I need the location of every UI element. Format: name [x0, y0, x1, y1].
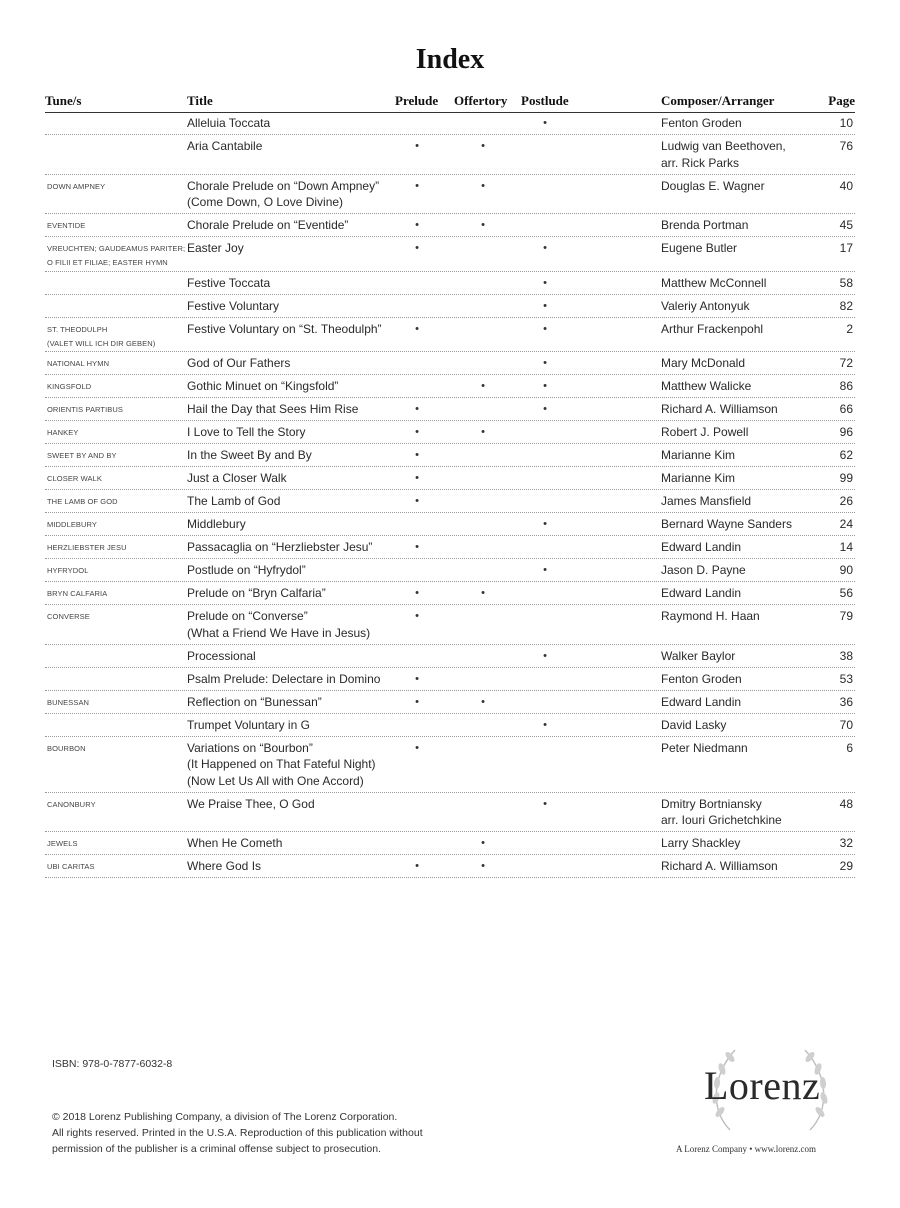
composer-name-line: Jason D. Payne	[661, 563, 746, 577]
piece-title	[187, 740, 447, 790]
page-number: 96	[839, 425, 853, 439]
composer-name-line: arr. Iouri Grichetchkine	[661, 813, 782, 827]
composer-name	[661, 240, 821, 257]
header-composer: Composer/Arranger	[661, 93, 775, 108]
piece-title-line: Reflection on “Bunessan”	[187, 694, 322, 709]
tune-name-line: VREUCHTEN; GAUDEAMUS PARITER;	[47, 244, 186, 253]
piece-title	[187, 401, 447, 418]
piece-title	[187, 298, 447, 315]
page-number: 14	[839, 540, 853, 554]
composer-name	[661, 424, 821, 441]
tune-name	[47, 564, 182, 578]
offertory-mark: •	[481, 380, 485, 392]
lorenz-logo	[690, 1040, 850, 1140]
prelude-mark: •	[415, 140, 419, 152]
piece-title	[187, 539, 447, 556]
table-row	[45, 295, 855, 318]
page-number: 66	[839, 402, 853, 416]
copyright-line: All rights reserved. Printed in the U.S.A. Reproduction of this publication without	[52, 1127, 423, 1139]
offertory-mark: •	[481, 587, 485, 599]
piece-title-line: Prelude on “Converse”	[187, 609, 308, 623]
composer-name-line: Valeriy Antonyuk	[661, 298, 750, 313]
prelude-mark: •	[415, 860, 419, 872]
page-number: 36	[839, 694, 853, 709]
piece-title	[187, 858, 447, 875]
composer-name-line: James Mansfield	[661, 494, 752, 508]
composer-name-line: arr. Rick Parks	[661, 155, 740, 170]
tune-name-line: NATIONAL HYMN	[47, 359, 110, 368]
piece-title	[187, 516, 447, 533]
piece-title-line: Hail the Day that Sees Him Rise	[187, 402, 359, 416]
tune-name	[47, 449, 182, 463]
composer-name-line: Bernard Wayne Sanders	[661, 517, 792, 531]
piece-title-line: Passacaglia on “Herzliebster Jesu”	[187, 540, 373, 554]
table-row	[45, 737, 855, 793]
table-row	[45, 318, 855, 353]
offertory-mark: •	[481, 860, 485, 872]
page-number: 99	[839, 471, 853, 485]
table-row	[45, 421, 855, 444]
piece-title-line: Processional	[187, 648, 256, 663]
composer-name-line: Eugene Butler	[661, 241, 738, 255]
piece-title-line: (Come Down, O Love Divine)	[187, 195, 344, 209]
piece-title-line: Aria Cantabile	[187, 139, 263, 153]
piece-title-line: Chorale Prelude on “Down Ampney”	[187, 178, 380, 193]
page-number: 58	[839, 275, 853, 290]
composer-name	[661, 740, 821, 757]
composer-name-line: Larry Shackley	[661, 836, 741, 850]
piece-title-line: Easter Joy	[187, 241, 244, 255]
postlude-mark: •	[543, 299, 547, 312]
composer-name-line: Arthur Frackenpohl	[661, 321, 764, 336]
composer-name	[661, 178, 821, 195]
piece-title-line: Festive Toccata	[187, 275, 271, 290]
tune-name	[47, 180, 182, 194]
piece-title	[187, 671, 447, 688]
page-number: 56	[839, 586, 853, 600]
tune-name-line: KINGSFOLD	[47, 382, 92, 391]
composer-name	[661, 585, 821, 602]
piece-title-line: We Praise Thee, O God	[187, 796, 315, 811]
prelude-mark: •	[415, 403, 419, 415]
page-number: 26	[839, 494, 853, 508]
piece-title-line: Festive Voluntary on “St. Theodulph”	[187, 321, 382, 336]
page-number: 17	[839, 241, 853, 255]
page-number: 62	[839, 448, 853, 462]
page-number: 45	[839, 218, 853, 232]
composer-name	[661, 608, 821, 625]
tune-name-line: (VALET WILL ICH DIR GEBEN)	[47, 338, 156, 348]
postlude-mark: •	[543, 649, 547, 662]
tune-name-line: HYFRYDOL	[47, 566, 89, 575]
tune-name-line: SWEET BY AND BY	[47, 451, 117, 460]
tune-name-line: BRYN CALFARIA	[47, 589, 108, 598]
piece-title	[187, 608, 447, 641]
composer-name-line: Walker Baylor	[661, 648, 736, 663]
composer-name-line: Brenda Portman	[661, 218, 749, 232]
piece-title	[187, 447, 447, 464]
composer-name-line: Robert J. Powell	[661, 425, 749, 439]
tune-name-line: HANKEY	[47, 428, 79, 437]
prelude-mark: •	[415, 242, 419, 254]
prelude-mark: •	[415, 449, 419, 461]
prelude-mark: •	[415, 179, 419, 192]
composer-name	[661, 217, 821, 234]
piece-title-line: Just a Closer Walk	[187, 471, 287, 485]
piece-title	[187, 178, 447, 211]
postlude-mark: •	[543, 797, 547, 810]
page-number: 40	[839, 178, 853, 193]
page-number: 70	[839, 717, 853, 732]
composer-name-line: David Lasky	[661, 717, 727, 732]
page-number: 32	[839, 836, 853, 850]
composer-name-line: Richard A. Williamson	[661, 859, 778, 873]
piece-title	[187, 275, 447, 292]
piece-title	[187, 217, 447, 234]
piece-title-line: The Lamb of God	[187, 494, 281, 508]
table-row	[45, 714, 855, 737]
offertory-mark: •	[481, 179, 485, 192]
prelude-mark: •	[415, 695, 419, 708]
tune-name	[47, 742, 182, 756]
page-number: 38	[839, 648, 853, 663]
table-row	[45, 214, 855, 237]
composer-name-line: Edward Landin	[661, 540, 742, 554]
offertory-mark: •	[481, 219, 485, 231]
composer-name-line: Ludwig van Beethoven,	[661, 139, 786, 153]
copyright-line: © 2018 Lorenz Publishing Company, a division of The Lorenz Corporation.	[52, 1111, 398, 1123]
logo-wordmark: Lorenz	[704, 1063, 821, 1108]
prelude-mark: •	[415, 472, 419, 484]
piece-title-line: Prelude on “Bryn Calfaria”	[187, 586, 326, 600]
logo-tagline: A Lorenz Company • www.lorenz.com	[676, 1144, 817, 1154]
composer-name	[661, 115, 821, 132]
tune-name-line: ORIENTIS PARTIBUS	[47, 405, 124, 414]
piece-title	[187, 585, 447, 602]
piece-title	[187, 321, 447, 338]
table-row	[45, 135, 855, 175]
prelude-mark: •	[415, 495, 419, 507]
table-row	[45, 112, 855, 135]
table-row	[45, 444, 855, 467]
prelude-mark: •	[415, 672, 419, 685]
composer-name-line: Mary McDonald	[661, 356, 746, 370]
tune-name	[47, 798, 182, 812]
table-row	[45, 832, 855, 855]
tune-name-line: BOURBON	[47, 743, 86, 753]
table-row	[45, 352, 855, 375]
composer-name	[661, 138, 821, 171]
postlude-mark: •	[543, 357, 547, 369]
composer-name-line: Marianne Kim	[661, 448, 736, 462]
tune-name-line: JEWELS	[47, 839, 78, 848]
piece-title	[187, 648, 447, 665]
composer-name	[661, 298, 821, 315]
page-number: 48	[839, 796, 853, 811]
piece-title	[187, 470, 447, 487]
tune-name-line: CONVERSE	[47, 612, 90, 621]
table-row	[45, 582, 855, 605]
tune-name	[47, 426, 182, 440]
piece-title	[187, 378, 447, 395]
table-row	[45, 691, 855, 714]
tune-name-line: BUNESSAN	[47, 697, 90, 707]
tune-name-line: HERZLIEBSTER JESU	[47, 543, 127, 552]
tune-name	[47, 518, 182, 532]
composer-name	[661, 539, 821, 556]
tune-name	[47, 219, 182, 233]
piece-title	[187, 115, 447, 132]
prelude-mark: •	[415, 322, 419, 335]
piece-title-line: Festive Voluntary	[187, 298, 280, 313]
piece-title-line: In the Sweet By and By	[187, 448, 312, 462]
piece-title	[187, 694, 447, 711]
header-page: Page	[828, 93, 855, 108]
piece-title	[187, 240, 447, 257]
composer-name	[661, 858, 821, 875]
composer-name-line: Matthew McConnell	[661, 275, 767, 290]
composer-name-line: Fenton Groden	[661, 671, 742, 686]
postlude-mark: •	[543, 403, 547, 415]
composer-name	[661, 516, 821, 533]
table-row	[45, 467, 855, 490]
page-number: 72	[839, 356, 853, 370]
piece-title	[187, 717, 447, 734]
offertory-mark: •	[481, 140, 485, 152]
piece-title	[187, 835, 447, 852]
composer-name-line: Marianne Kim	[661, 471, 736, 485]
page-number: 2	[846, 321, 853, 336]
composer-name-line: Douglas E. Wagner	[661, 178, 765, 193]
header-postlude: Postlude	[521, 93, 569, 108]
tune-name-line: O FILII ET FILIAE; EASTER HYMN	[47, 258, 168, 267]
composer-name	[661, 717, 821, 734]
postlude-mark: •	[543, 242, 547, 254]
table-row	[45, 536, 855, 559]
prelude-mark: •	[415, 587, 419, 599]
composer-name-line: Fenton Groden	[661, 116, 742, 130]
composer-name	[661, 321, 821, 338]
table-row	[45, 490, 855, 513]
table-row	[45, 793, 855, 833]
offertory-mark: •	[481, 695, 485, 708]
tune-name-line: ST. THEODULPH	[47, 324, 108, 334]
composer-name-line: Peter Niedmann	[661, 740, 748, 755]
index-table	[45, 112, 855, 878]
piece-title-line: When He Cometh	[187, 836, 283, 850]
composer-name	[661, 275, 821, 292]
composer-name-line: Richard A. Williamson	[661, 402, 778, 416]
isbn: ISBN: 978-0-7877-6032-8	[52, 1058, 173, 1070]
piece-title-line: (It Happened on That Fateful Night)	[187, 757, 376, 771]
composer-name	[661, 355, 821, 372]
piece-title-line: Variations on “Bourbon”	[187, 740, 313, 755]
piece-title-line: (Now Let Us All with One Accord)	[187, 773, 364, 788]
piece-title-line: Where God Is	[187, 859, 262, 873]
tune-name	[47, 357, 182, 371]
composer-name	[661, 796, 821, 829]
piece-title-line: I Love to Tell the Story	[187, 425, 306, 439]
composer-name	[661, 447, 821, 464]
tune-name	[47, 495, 182, 509]
piece-title-line: Middlebury	[187, 517, 246, 531]
page-number: 90	[839, 563, 853, 577]
table-row	[45, 605, 855, 645]
tune-name-line: MIDDLEBURY	[47, 520, 98, 529]
table-row	[45, 668, 855, 691]
postlude-mark: •	[543, 117, 547, 129]
page-number: 82	[839, 298, 853, 313]
composer-name-line: Dmitry Bortniansky	[661, 796, 762, 811]
table-row	[45, 513, 855, 536]
tune-name	[47, 380, 182, 394]
header-prelude: Prelude	[395, 93, 439, 108]
page-number: 24	[839, 517, 853, 531]
piece-title	[187, 424, 447, 441]
tune-name-line: UBI CARITAS	[47, 862, 95, 871]
composer-name-line: Edward Landin	[661, 586, 742, 600]
tune-name	[47, 837, 182, 851]
composer-name	[661, 378, 821, 395]
tune-name	[47, 587, 182, 601]
tune-name-line: CANONBURY	[47, 799, 96, 809]
tune-name	[47, 696, 182, 710]
piece-title-line: God of Our Fathers	[187, 356, 291, 370]
tune-name	[47, 242, 186, 270]
prelude-mark: •	[415, 219, 419, 231]
postlude-mark: •	[543, 718, 547, 731]
tune-name	[47, 403, 182, 417]
composer-name-line: Edward Landin	[661, 694, 742, 709]
composer-name	[661, 401, 821, 418]
piece-title	[187, 138, 447, 155]
table-row	[45, 175, 855, 215]
prelude-mark: •	[415, 741, 419, 754]
page-number: 6	[846, 740, 853, 755]
offertory-mark: •	[481, 837, 485, 849]
table-row	[45, 645, 855, 668]
postlude-mark: •	[543, 518, 547, 530]
piece-title-line: Chorale Prelude on “Eventide”	[187, 218, 349, 232]
composer-name-line: Matthew Walicke	[661, 379, 752, 393]
table-row	[45, 559, 855, 582]
table-row	[45, 237, 855, 272]
tune-name-line: DOWN AMPNEY	[47, 181, 106, 191]
piece-title-line: Psalm Prelude: Delectare in Domino	[187, 671, 381, 686]
table-row	[45, 398, 855, 421]
composer-name-line: Raymond H. Haan	[661, 609, 760, 623]
table-row	[45, 272, 855, 295]
tune-name	[47, 541, 182, 555]
piece-title	[187, 493, 447, 510]
header-offertory: Offertory	[454, 93, 508, 108]
piece-title-line: Postlude on “Hyfrydol”	[187, 563, 306, 577]
page-number: 29	[839, 859, 853, 873]
table-row	[45, 855, 855, 878]
piece-title-line: Trumpet Voluntary in G	[187, 717, 310, 732]
postlude-mark: •	[543, 564, 547, 576]
composer-name	[661, 493, 821, 510]
tune-name-line: CLOSER WALK	[47, 474, 103, 483]
tune-name-line: THE LAMB OF GOD	[47, 497, 118, 506]
piece-title	[187, 355, 447, 372]
composer-name	[661, 835, 821, 852]
piece-title	[187, 796, 447, 813]
postlude-mark: •	[543, 322, 547, 335]
composer-name	[661, 648, 821, 665]
page-title: Index	[415, 44, 485, 75]
tune-name	[47, 860, 182, 874]
offertory-mark: •	[481, 426, 485, 438]
tune-name	[47, 610, 182, 624]
page-number: 10	[839, 116, 853, 130]
column-headers	[45, 92, 855, 113]
prelude-mark: •	[415, 541, 419, 553]
copyright-notice	[52, 1109, 432, 1157]
composer-name	[661, 694, 821, 711]
postlude-mark: •	[543, 276, 547, 289]
copyright-line: permission of the publisher is a criminal offense subject to prosecution.	[52, 1143, 381, 1155]
page-number: 86	[839, 379, 853, 393]
prelude-mark: •	[415, 426, 419, 438]
header-tune: Tune/s	[45, 93, 82, 108]
page-number: 53	[839, 671, 853, 686]
table-row	[45, 375, 855, 398]
tune-name	[47, 323, 182, 351]
composer-name	[661, 671, 821, 688]
composer-name	[661, 470, 821, 487]
header-title: Title	[187, 93, 213, 108]
page-number: 76	[839, 139, 853, 153]
prelude-mark: •	[415, 610, 419, 622]
tune-name	[47, 472, 182, 486]
piece-title-line: Alleluia Toccata	[187, 116, 271, 130]
page-number: 79	[839, 609, 853, 623]
tune-name-line: EVENTIDE	[47, 221, 86, 230]
postlude-mark: •	[543, 380, 547, 392]
piece-title-line: Gothic Minuet on “Kingsfold”	[187, 379, 339, 393]
piece-title	[187, 562, 447, 579]
piece-title-line: (What a Friend We Have in Jesus)	[187, 625, 371, 640]
composer-name	[661, 562, 821, 579]
